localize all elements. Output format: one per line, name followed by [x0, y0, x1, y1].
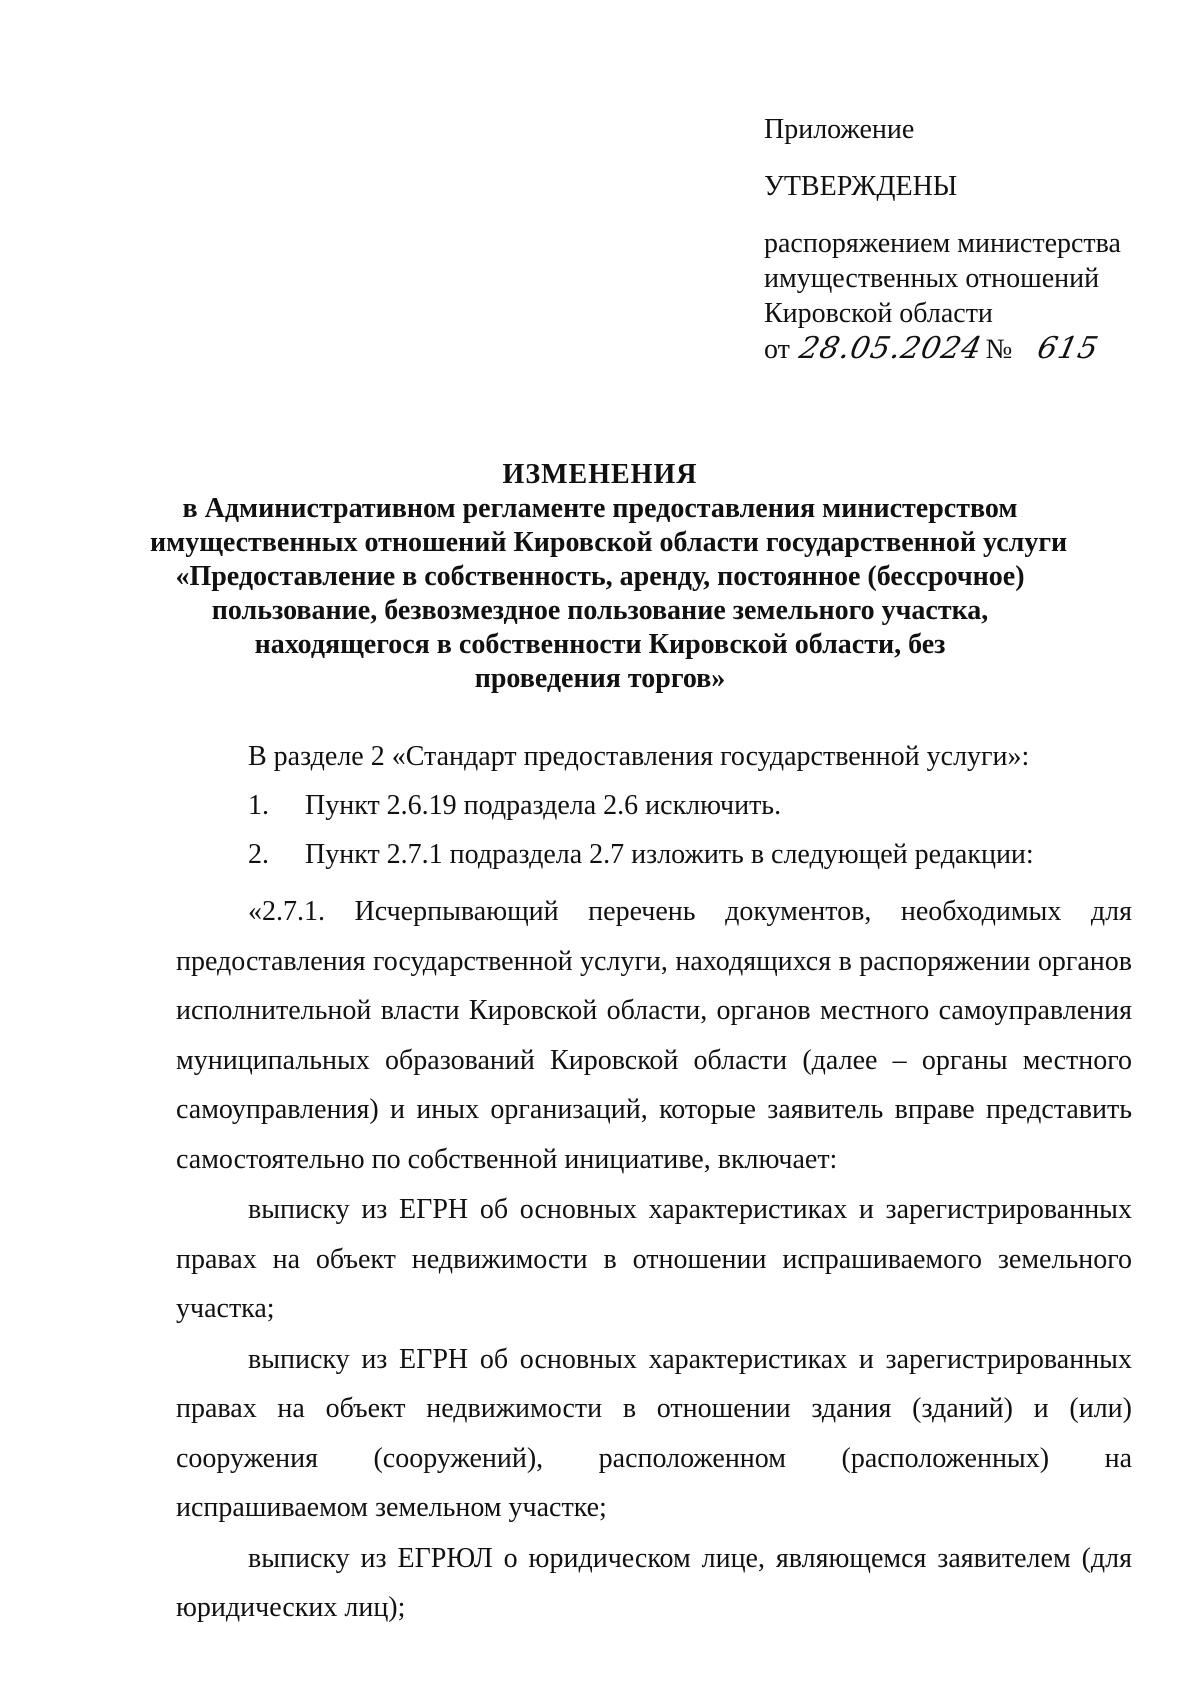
body-paragraph: выписку из ЕГРН об основных характеристиках и зарегистрированных правах на объект недвижимости в отношении здания (зданий) и (или) сооружения (сооружений), расположенном (расположенных) на испрашиваемом земельном участке;: [176, 1343, 1132, 1523]
document-title: [150, 458, 1068, 696]
item-text: Пункт 2.7.1 подраздела 2.7 изложить в следующей редакции:: [305, 839, 1034, 870]
body-paragraph: «2.7.1. Исчерпывающий перечень документов, необходимых для предоставления государственной услуги, находящихся в распоряжении органов исполнительной власти Кировской области, органов местного самоуправления муниципальных образований Кировской области (далее – органы местного самоуправления) и иных организаций, которые заявитель вправе представить самостоятельно по собственной инициативе, включает:: [176, 896, 1132, 1175]
approved-label: УТВЕРЖДЕНЫ: [764, 171, 958, 202]
approval-line: распоряжением министерства: [764, 228, 1121, 259]
handwritten-date: 28.05.2024: [796, 331, 986, 366]
numbered-item: [248, 838, 1132, 872]
title-line: в Административном регламенте предоставления министерством: [182, 493, 1018, 524]
title-line: пользование, безвозмездное пользование земельного участка,: [211, 595, 989, 626]
body-paragraph: выписку из ЕГРЮЛ о юридическом лице, являющемся заявителем (для юридических лиц);: [176, 1542, 1132, 1623]
intro-paragraph: В разделе 2 «Стандарт предоставления государственной услуги»:: [248, 741, 1030, 772]
title-line: проведения торгов»: [474, 663, 726, 694]
approval-line: Кировской области: [764, 298, 993, 329]
approval-line: имущественных отношений: [764, 263, 1100, 294]
title-line: «Предоставление в собственность, аренду, постоянное (бессрочное): [175, 561, 1025, 592]
date-prefix: от: [764, 334, 790, 365]
approval-date-number: [764, 331, 1184, 367]
title-line: имущественных отношений Кировской области государственной услуги: [150, 527, 1068, 558]
appendix-label: Приложение: [764, 114, 915, 145]
item-number: 1.: [248, 790, 269, 821]
approval-stamp-block: [764, 112, 1184, 367]
title-heading: ИЗМЕНЕНИЯ: [502, 459, 698, 490]
document-body: [176, 740, 1132, 1634]
item-text: Пункт 2.6.19 подраздела 2.6 исключить.: [305, 790, 782, 821]
item-number: 2.: [248, 839, 269, 870]
numbered-item: [248, 789, 1132, 823]
number-sign: №: [985, 334, 1013, 365]
body-paragraph: выписку из ЕГРН об основных характеристиках и зарегистрированных правах на объект недвижимости в отношении испрашиваемого земельного участка;: [176, 1194, 1132, 1324]
title-line: находящегося в собственности Кировской области, без: [254, 629, 946, 660]
handwritten-number: 615: [1034, 331, 1103, 366]
